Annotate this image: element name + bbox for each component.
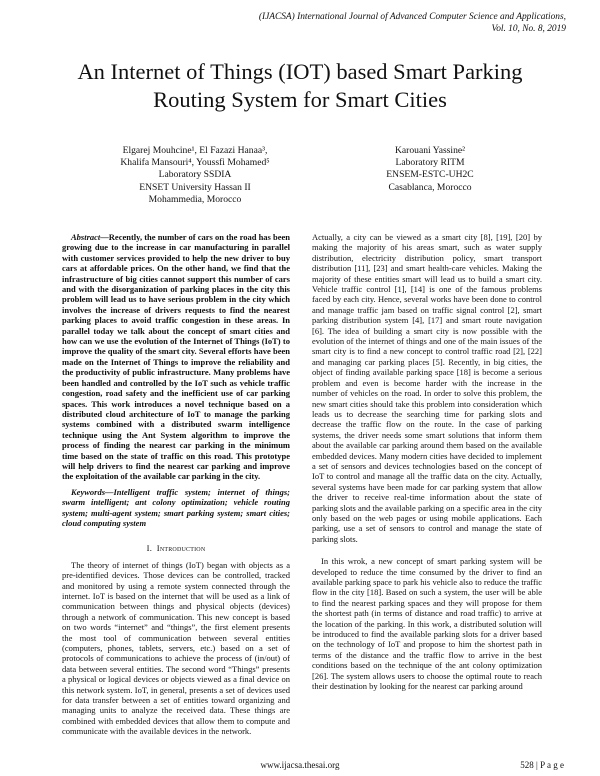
author-lab: Laboratory SSDIA <box>158 169 232 181</box>
keywords-text: —Intelligent traffic system; internet of things; swarm intelligent; ant colony optimization; vehicle routing system; multi-agent system; smart parking system; smart cities; cloud computing system <box>62 486 290 528</box>
left-column <box>62 232 290 737</box>
author-school: ENSEM-ESTC-UH2C <box>386 169 474 181</box>
paper-title <box>30 58 570 114</box>
author-school: ENSET University Hassan II <box>139 181 251 193</box>
right-paragraph-2: In this wrok, a new concept of smart parking system will be developed to reduce the time consumed by the driver to find an available parking space to park his vehicle also to reduce the traffic flow in the city [18]. Based on such a system, the user will be able to find the nearest parking spaces and they will propose for them the shortest path (in terms of distance and road traffic) to arrive at the location of the parking. In this work, a distributed solution will be introduced to find the available parking slots for a driver based on the technology of IoT and propose to him the shortest path in terms of the distance and the traffic flow to arrive in the best conditions based on the technique of the ant colony optimization [26]. The system allows users to choose the optimal route to reach their destination by looking for the nearest car parking around <box>312 556 542 692</box>
title-line-2: Routing System for Smart Cities <box>153 87 447 112</box>
author-block-right <box>330 145 530 194</box>
right-paragraph-1: Actually, a city can be viewed as a smart city [8], [19], [20] by making the majority of his areas smart, such as water supply distribution, electricity distribution policy, smart transport distribution [11], [23] and smart health-care vehicles. Making the majority of these entities smart will lead us to build a smart city. Vehicle traffic control [1], [14] is one of the famous problems faced by each city. Hence, several works have been done to control and manage traffic jam based on traffic signal control [2], smart parking distribution system [4], [17] and smart route navigation [6]. The idea of building a smart city is now possible with the evolution of the internet of things and one of the main issues of the smart city is to find a new concept to control traffic road [2], [22] and managing car parking places [5]. Recently, in big cities, the object of finding available parking space [18] is become a serious problem and even is become harder with the increase in the number of vehicles on the road. In order to solve this problem, the new smart cities should take this problem into consideration which leads us to decrease the searching time for parking slots and decrease the traffic flow on the route. In the case of parking systems, the driver needs some smart solutions that inform them about the available car parking around them based on the available embedded devices. Many modern cities have decided to implement a set of sensors and devices technologies based on the concept of IoT to control and manage all the traffic data on the city. Actually, several systems have been made for car parking system that allow the driver to receive real-time information about the state of parking slots and the available parking on a specific area in the city only based on the web pages or using mobile applications. Each parking, use a set of sensors to control and manage the state of parking slots. <box>312 232 542 544</box>
title-line-1: An Internet of Things (IOT) based Smart Parking <box>77 59 523 84</box>
abstract <box>62 232 290 482</box>
author-names-2: Khalifa Mansouri⁴, Youssfi Mohamed⁵ <box>120 157 270 169</box>
author-names-1: Elgarej Mouhcine¹, El Fazazi Hanaa³, <box>122 145 268 156</box>
author-lab: Laboratory RITM <box>395 157 465 169</box>
author-city: Mohammedia, Morocco <box>148 193 242 205</box>
right-column <box>312 232 542 691</box>
page-number: 528 | P a g e <box>520 760 564 770</box>
section-number: I. <box>146 543 153 554</box>
section-heading <box>62 543 290 553</box>
author-block-left <box>70 145 320 206</box>
abstract-text: —Recently, the number of cars on the road has been growing due to the increase in car manufacturing in parallel with customer services provided to help the new driver to buy cars at affordable prices. On the other hand, we find that the infrastructure of big cities cannot support this number of cars and with the disorganization of parking places in the city this problem will lead us to have serious problem in the city which involves the increase of drivers requests to find the nearest parking places to avoid traffic congestion in these areas. In parallel today we talk about the concept of smart cities and how can we use the evolution of the Internet of Things (IoT) to improve the quality of the smart city. Several efforts have been made on the Internet of Things to improve the reliability and the productivity of public infrastructure. Many problems have been handled and controlled by the IoT such as vehicle traffic congestion, road safety and the inefficient use of car parking spaces. This work introduces a novel technique based on a distributed cloud architecture of IoT to manage the parking systems combined with a distributed swarm intelligence technique using the Ant System algorithm to improve the process of finding the nearest car parking in the minimum time based on the state of traffic on this road. This prototype will help drivers to find the nearest car parking and improve the exploitation of the available car parking in the city. <box>62 232 290 482</box>
abstract-label: Abstract <box>71 232 101 242</box>
author-city: Casablanca, Morocco <box>388 181 472 193</box>
author-name: Karouani Yassine² <box>394 145 466 156</box>
journal-header <box>166 11 566 35</box>
journal-volume: Vol. 10, No. 8, 2019 <box>491 24 566 34</box>
section-title: Introduction <box>156 543 206 554</box>
intro-paragraph-1: The theory of internet of things (IoT) began with objects as a pre-identified devices. Those devices can be controlled, tracked and monitored by using a remote system connected through the internet. IoT is based on the internet that will be used as a link of communication between things and physical objects (devices) through a network of communication. This new concept is based on two words “internet” and “things”, the first element presents the most tool of communication between several entities (computers, phones, tablets, servers, etc.) based on a set of protocols of communications to achieve the process of (in/out) of data between several entities. The second word “Things” presents a physical or logical devices or objects viewed as a final device on this network system. IoT, in general, presents a set of devices used for data transfer between a set of entities toward organizing and managing units to analyze the received data. These things are combined with embedded devices that allow them to compute and communicate with the available devices in the network. <box>62 559 290 737</box>
keywords <box>62 487 290 529</box>
keywords-label: Keywords <box>71 486 105 497</box>
journal-name: (IJACSA) International Journal of Advanced Computer Science and Applications, <box>258 12 566 22</box>
footer-url[interactable]: www.ijacsa.thesai.org <box>260 760 340 770</box>
